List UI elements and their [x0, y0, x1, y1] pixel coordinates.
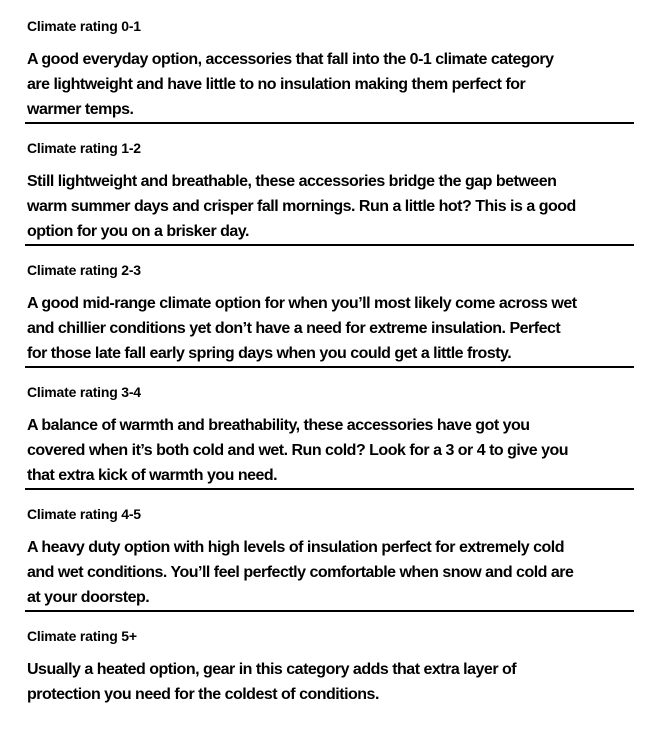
- climate-rating-section-4-5: [27, 502, 634, 610]
- section-paragraph: [27, 535, 634, 610]
- section-heading: Climate rating 2-3: [27, 262, 141, 278]
- climate-rating-section-3-4: [27, 380, 634, 488]
- climate-rating-section-0-1: [27, 14, 634, 122]
- section-heading: Climate rating 0-1: [27, 18, 141, 34]
- paragraph-line: and wet conditions. You’ll feel perfectly comfortable when snow and cold are: [27, 564, 574, 581]
- section-paragraph: [27, 413, 634, 488]
- paragraph-line: A heavy duty option with high levels of insulation perfect for extremely cold: [27, 539, 564, 556]
- paragraph-line: warm summer days and crisper fall mornings. Run a little hot? This is a good: [27, 198, 576, 215]
- section-paragraph: [27, 47, 634, 122]
- section-heading: Climate rating 1-2: [27, 140, 141, 156]
- paragraph-line: covered when it’s both cold and wet. Run cold? Look for a 3 or 4 to give you: [27, 442, 569, 459]
- paragraph-line: option for you on a brisker day.: [27, 223, 249, 240]
- paragraph-line: Still lightweight and breathable, these accessories bridge the gap between: [27, 173, 557, 190]
- paragraph-line: Usually a heated option, gear in this category adds that extra layer of: [27, 661, 517, 678]
- section-heading: Climate rating 5+: [27, 628, 137, 644]
- paragraph-line: warmer temps.: [27, 101, 134, 118]
- paragraph-line: that extra kick of warmth you need.: [27, 467, 278, 484]
- paragraph-line: at your doorstep.: [27, 589, 150, 606]
- section-divider: [25, 488, 634, 490]
- paragraph-line: are lightweight and have little to no insulation making them perfect for: [27, 76, 526, 93]
- paragraph-line: A balance of warmth and breathability, these accessories have got you: [27, 417, 530, 434]
- section-heading: Climate rating 4-5: [27, 506, 141, 522]
- section-paragraph: [27, 291, 634, 366]
- section-heading: Climate rating 3-4: [27, 384, 141, 400]
- paragraph-line: protection you need for the coldest of conditions.: [27, 686, 379, 703]
- climate-rating-section-2-3: [27, 258, 634, 366]
- section-divider: [25, 244, 634, 246]
- paragraph-line: A good mid-range climate option for when you’ll most likely come across wet: [27, 295, 577, 312]
- paragraph-line: for those late fall early spring days when you could get a little frosty.: [27, 345, 512, 362]
- section-divider: [25, 610, 634, 612]
- climate-rating-section-5-plus: [27, 624, 634, 707]
- section-paragraph: [27, 657, 634, 707]
- section-paragraph: [27, 169, 634, 244]
- section-divider: [25, 366, 634, 368]
- paragraph-line: and chillier conditions yet don’t have a need for extreme insulation. Perfect: [27, 320, 561, 337]
- section-divider: [25, 122, 634, 124]
- paragraph-line: A good everyday option, accessories that fall into the 0-1 climate category: [27, 51, 554, 68]
- climate-rating-section-1-2: [27, 136, 634, 244]
